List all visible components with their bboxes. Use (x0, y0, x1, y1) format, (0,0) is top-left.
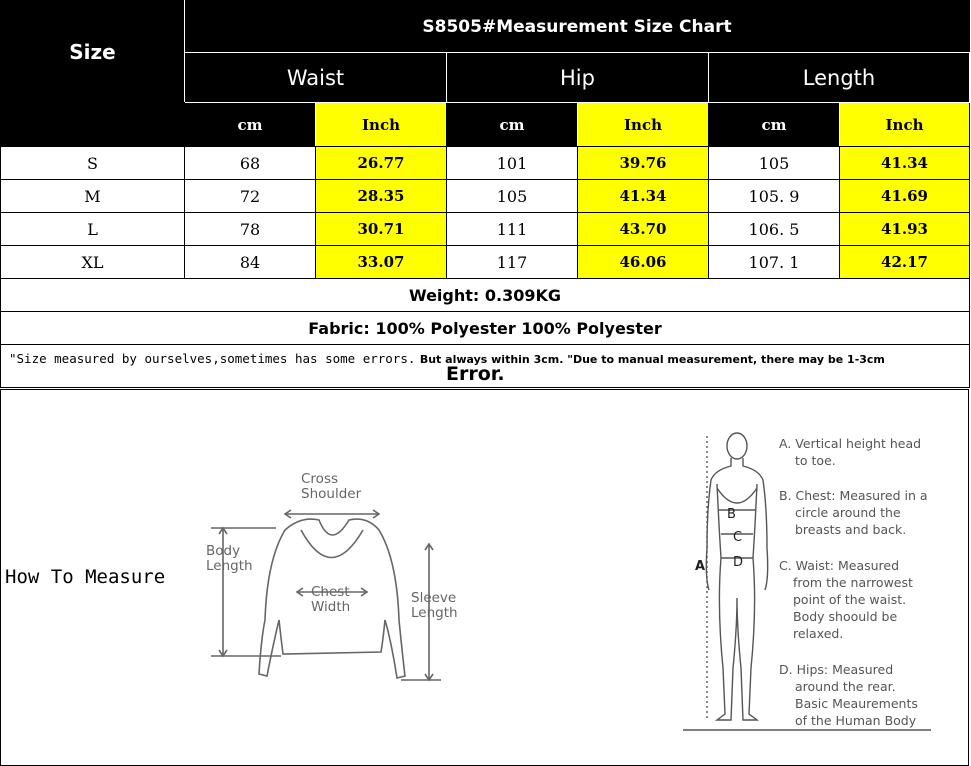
note-a: A. Vertical height head (779, 436, 922, 451)
note-c: point of the waist. (793, 592, 907, 607)
waist-cm-cell: 78 (185, 213, 316, 246)
note-d: Basic Meaurements (795, 696, 918, 711)
chart-title: S8505#Measurement Size Chart (185, 1, 970, 53)
chest-width-label: Chest (311, 584, 350, 600)
body-letter-d: D (733, 555, 744, 570)
size-header-blank (1, 103, 185, 147)
note-d: around the rear. (795, 679, 896, 694)
waist-header: Waist (185, 53, 447, 103)
length-cm-header: cm (709, 103, 840, 147)
waist-cm-header: cm (185, 103, 316, 147)
fabric-row: Fabric: 100% Polyester 100% Polyester (1, 312, 970, 345)
length-cm-cell: 105. 9 (709, 180, 840, 213)
note-c: from the narrowest (793, 575, 913, 590)
size-cell: M (1, 180, 185, 213)
sleeve-length-label: Length (411, 605, 458, 621)
body-letter-b: B (727, 507, 736, 522)
length-inch-header: Inch (840, 103, 970, 147)
hip-inch-cell: 41.34 (578, 180, 709, 213)
length-cm-cell: 106. 5 (709, 213, 840, 246)
waist-cm-cell: 84 (185, 246, 316, 279)
note-c: relaxed. (793, 626, 844, 641)
size-cell: XL (1, 246, 185, 279)
table-row (1, 213, 970, 246)
length-cm-cell: 107. 1 (709, 246, 840, 279)
waist-inch-cell: 33.07 (316, 246, 447, 279)
hip-cm-cell: 101 (447, 147, 578, 180)
waist-inch-cell: 28.35 (316, 180, 447, 213)
waist-inch-cell: 26.77 (316, 147, 447, 180)
note-d: D. Hips: Measured (779, 662, 894, 677)
length-inch-cell: 41.34 (840, 147, 970, 180)
waist-inch-header: Inch (316, 103, 447, 147)
table-row (1, 147, 970, 180)
hip-inch-cell: 43.70 (578, 213, 709, 246)
note-text-2: But always within 3cm. "Due to manual measurement, there may be 1-3cm (419, 353, 885, 366)
body-length-label: Length (206, 558, 253, 574)
hip-inch-header: Inch (578, 103, 709, 147)
size-cell: S (1, 147, 185, 180)
hip-cm-cell: 117 (447, 246, 578, 279)
length-inch-cell: 41.93 (840, 213, 970, 246)
note-a: to toe. (795, 453, 836, 468)
note-c: Body shoould be (793, 609, 898, 624)
hip-inch-cell: 39.76 (578, 147, 709, 180)
size-cell: L (1, 213, 185, 246)
length-inch-cell: 41.69 (840, 180, 970, 213)
body-diagram (681, 428, 961, 738)
chest-width-label: Width (311, 599, 351, 615)
note-b: circle around the (795, 505, 901, 520)
shirt-diagram (201, 470, 471, 700)
how-to-measure-title: How To Measure (5, 566, 166, 588)
how-to-measure-section (0, 389, 969, 766)
table-row (1, 180, 970, 213)
note-text-error: Error. (446, 363, 505, 385)
hip-cm-header: cm (447, 103, 578, 147)
length-header: Length (709, 53, 970, 103)
body-letter-c: C (733, 530, 743, 545)
waist-inch-cell: 30.71 (316, 213, 447, 246)
length-cm-cell: 105 (709, 147, 840, 180)
hip-inch-cell: 46.06 (578, 246, 709, 279)
note-c: C. Waist: Measured (779, 558, 900, 573)
hip-cm-cell: 105 (447, 180, 578, 213)
table-row (1, 246, 970, 279)
sleeve-length-label: Sleeve (411, 590, 457, 606)
note-d: of the Human Body (795, 713, 917, 728)
note-b: B. Chest: Measured in a (779, 488, 928, 503)
weight-row: Weight: 0.309KG (1, 279, 970, 312)
cross-shoulder-label: Cross (301, 471, 339, 487)
waist-cm-cell: 68 (185, 147, 316, 180)
body-length-label: Body (206, 543, 241, 559)
body-letter-a: A (695, 559, 706, 574)
note-b: breasts and back. (795, 522, 907, 537)
size-header: Size (1, 1, 185, 103)
hip-cm-cell: 111 (447, 213, 578, 246)
length-inch-cell: 42.17 (840, 246, 970, 279)
hip-header: Hip (447, 53, 709, 103)
note-text-1: "Size measured by ourselves,sometimes has some errors. (9, 351, 416, 366)
waist-cm-cell: 72 (185, 180, 316, 213)
cross-shoulder-label: Shoulder (301, 486, 362, 502)
